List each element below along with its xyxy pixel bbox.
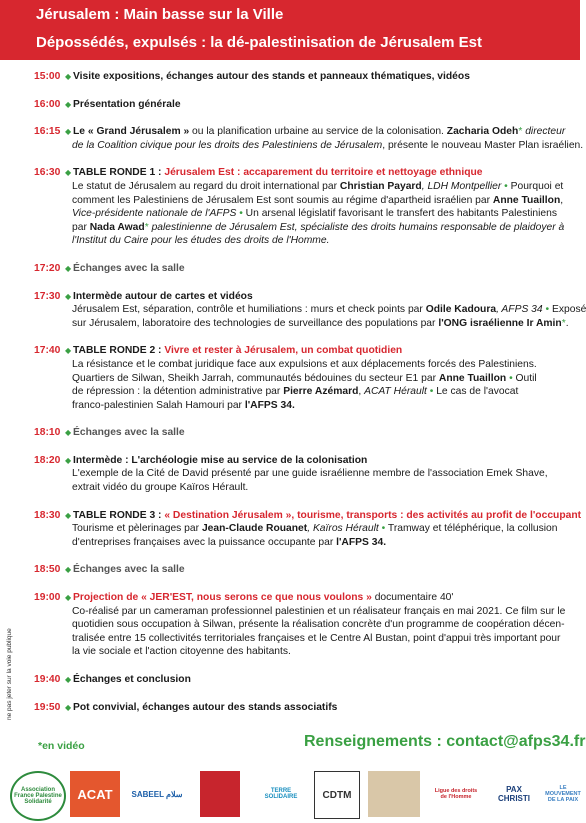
diamond-bullet-icon: ◆ bbox=[65, 702, 72, 712]
diamond-bullet-icon: ◆ bbox=[65, 675, 72, 684]
program-text: Présentation générale bbox=[73, 98, 181, 110]
partner-logos bbox=[0, 753, 580, 823]
program-text: Jérusalem Est, séparation, contrôle et humiliations : murs et check points par bbox=[72, 304, 426, 316]
program-heading bbox=[34, 125, 566, 139]
program-text: « Destination Jérusalem », tourisme, transports : des activités au profit de l'occupant bbox=[164, 509, 582, 521]
program-text: , Kaïros Hérault bbox=[307, 523, 379, 535]
program-time: 18:20 bbox=[34, 454, 61, 466]
program-heading bbox=[34, 701, 550, 715]
program-text: , bbox=[560, 194, 564, 206]
mouvement-paix-logo: LE MOUVEMENT DE LA PAIX bbox=[545, 785, 581, 803]
pax-christi-logo: PAX CHRISTI bbox=[498, 785, 530, 803]
program-text-line bbox=[34, 522, 558, 536]
program-text: Échanges avec la salle bbox=[73, 427, 185, 439]
program-text: Échanges et conclusion bbox=[73, 674, 191, 685]
program-item bbox=[34, 426, 550, 440]
program-heading bbox=[34, 591, 550, 605]
program-item bbox=[34, 262, 550, 276]
afps-logo: Association France Palestine Solidarité bbox=[10, 771, 66, 821]
program-item bbox=[34, 701, 550, 715]
program-heading bbox=[34, 673, 550, 687]
program-text: Anne Tuaillon bbox=[438, 372, 507, 384]
ldh-logo: Ligue des droits de l'Homme bbox=[434, 788, 478, 800]
program-text: documentaire 40' bbox=[371, 592, 454, 604]
program-text: ACAT Hérault bbox=[364, 386, 427, 398]
program-text: de répression : la détention administrative par bbox=[72, 386, 284, 398]
cdtm-logo: CDTM bbox=[314, 771, 360, 819]
program-text: TABLE RONDE 2 : bbox=[73, 345, 165, 357]
program-text: Outil bbox=[515, 372, 537, 384]
program-text: Intermède autour de cartes et vidéos bbox=[73, 290, 253, 302]
acat-logo: ACAT bbox=[70, 771, 120, 817]
program-item bbox=[34, 125, 584, 152]
program-text: • bbox=[378, 523, 388, 535]
program-item bbox=[34, 98, 550, 112]
program-text: • bbox=[426, 386, 437, 398]
program-text: TABLE RONDE 1 : bbox=[73, 167, 165, 179]
program-text-line bbox=[34, 234, 550, 248]
program-text: Nada Awad bbox=[89, 221, 145, 233]
program-text: la vie sociale et l'action citoyenne des habitants. bbox=[72, 646, 291, 658]
program-text: l'Institut du Caire pour les études des droits de l'Homme. bbox=[72, 235, 330, 247]
program-text: Projection de « JER'EST, nous serons ce que nous voulons » bbox=[73, 592, 372, 604]
program-text: Un arsenal législatif favorisant le transfert des habitants Palestiniens bbox=[245, 208, 558, 220]
program-item bbox=[34, 673, 550, 687]
program-text: Échanges avec la salle bbox=[73, 262, 185, 274]
program-time: 17:20 bbox=[34, 262, 61, 274]
program-text: extrait vidéo du groupe Kaïros Hérault. bbox=[72, 482, 249, 494]
program-text: Exposé bbox=[551, 304, 586, 316]
diamond-bullet-icon: ◆ bbox=[65, 127, 72, 137]
salam-logo: SABEEL سلام bbox=[131, 789, 183, 799]
program-heading bbox=[34, 426, 550, 440]
diamond-bullet-icon: ◆ bbox=[65, 263, 72, 273]
program-heading bbox=[34, 563, 550, 577]
program-time: 19:00 bbox=[34, 592, 61, 604]
program-text: par bbox=[72, 221, 90, 233]
diamond-bullet-icon: ◆ bbox=[65, 428, 72, 438]
program-text-line bbox=[34, 194, 564, 208]
program-text: • bbox=[506, 372, 516, 384]
program-time: 19:50 bbox=[34, 701, 61, 713]
diamond-bullet-icon: ◆ bbox=[65, 455, 72, 465]
program-text: Jean-Claude Rouanet bbox=[201, 523, 308, 535]
program-heading bbox=[34, 509, 582, 523]
program-text: * bbox=[518, 126, 523, 138]
program-text: Pot convivial, échanges autour des stands associatifs bbox=[73, 701, 338, 713]
program-text-line bbox=[34, 358, 550, 372]
program-text: • bbox=[501, 180, 511, 192]
program-text-line bbox=[34, 372, 550, 386]
program-time: 19:40 bbox=[34, 674, 61, 685]
program-text: d'entreprises françaises avec la puissance occupante par bbox=[72, 536, 337, 548]
program-time: 16:15 bbox=[34, 126, 61, 138]
program-time: 17:40 bbox=[34, 345, 61, 357]
program-text-line bbox=[34, 481, 550, 495]
program-text: • bbox=[542, 304, 552, 316]
program-heading bbox=[34, 166, 550, 180]
program-text: Quartiers de Silwan, Sheikh Jarrah, communautés bédouines du secteur E1 par bbox=[72, 372, 439, 384]
terre-solidaire-logo: TERRE SOLIDAIRE bbox=[264, 788, 298, 800]
video-footnote: *en vidéo bbox=[38, 740, 85, 752]
program-text: Vivre et rester à Jérusalem, un combat quotidien bbox=[164, 345, 403, 357]
program-text: Anne Tuaillon bbox=[492, 194, 561, 206]
program-item bbox=[34, 509, 582, 550]
program-text: Pourquoi et bbox=[510, 180, 564, 192]
program-heading bbox=[34, 290, 550, 304]
map-logo bbox=[368, 771, 420, 817]
program-text-line bbox=[34, 207, 558, 221]
program-text: Échanges avec la salle bbox=[73, 564, 185, 576]
program-time: 18:50 bbox=[34, 564, 61, 576]
program-text: comment les Palestiniens de Jérusalem Est sont soumis au régime d'apartheid israélien par bbox=[72, 194, 493, 206]
program-text: * bbox=[561, 317, 566, 329]
program-text: de la Coalition civique pour les droits des Palestiniens de Jérusalem bbox=[72, 139, 383, 151]
side-note: ne pas jeter sur la voie publique bbox=[6, 628, 13, 720]
program-heading bbox=[34, 344, 550, 358]
program-text: Odile Kadoura bbox=[425, 304, 497, 316]
program-text: La résistance et le combat juridique face aux expulsions et aux déplacements forcés des Palestiniens. bbox=[72, 358, 537, 370]
program-text: Intermède : L'archéologie mise au service de la colonisation bbox=[73, 454, 368, 466]
program-text-line bbox=[34, 317, 569, 331]
program-time: 16:00 bbox=[34, 98, 61, 110]
program-item bbox=[34, 591, 566, 659]
program-text: Co-réalisé par un cameraman professionnel palestinien et un réalisateur français en mai 2021. Ce film sur le bbox=[72, 605, 566, 617]
program-text: , LDH Montpellier bbox=[421, 180, 502, 192]
program-text-line bbox=[34, 632, 561, 646]
program-text: sur Jérusalem, laboratoire des technologies de surveillance des populations par bbox=[72, 317, 439, 329]
program-text: directeur bbox=[522, 126, 566, 138]
red-logo bbox=[200, 771, 240, 817]
program-time: 16:30 bbox=[34, 167, 61, 179]
diamond-bullet-icon: ◆ bbox=[65, 291, 72, 301]
program-text: Christian Payard bbox=[339, 180, 422, 192]
program-item bbox=[34, 70, 550, 84]
program-text: Tourisme et pèlerinages par bbox=[72, 523, 202, 535]
program-text: Tramway et téléphérique, la collusion bbox=[387, 523, 558, 535]
program-text: Le cas de l'avocat bbox=[436, 386, 519, 398]
program-text: . bbox=[565, 317, 569, 329]
program-text: l'ONG israélienne Ir Amin bbox=[438, 317, 562, 329]
diamond-bullet-icon: ◆ bbox=[65, 593, 72, 603]
program-text: Jérusalem Est : accaparement du territoire et nettoyage ethnique bbox=[164, 167, 483, 179]
program-text: * bbox=[144, 221, 149, 233]
event-title: Jérusalem : Main basse sur la Ville bbox=[36, 6, 284, 23]
program-item bbox=[34, 344, 550, 412]
program-text-line bbox=[34, 399, 550, 413]
program-text-line bbox=[34, 221, 565, 235]
diamond-bullet-icon: ◆ bbox=[65, 168, 72, 178]
program-item bbox=[34, 166, 565, 248]
program-text: franco-palestinien Salah Hamouri par bbox=[72, 399, 245, 411]
diamond-bullet-icon: ◆ bbox=[65, 565, 72, 575]
program-heading bbox=[34, 98, 550, 112]
program-text: TABLE RONDE 3 : bbox=[73, 509, 165, 521]
program-text-line bbox=[34, 467, 550, 481]
event-subtitle: Dépossédés, expulsés : la dé-palestinisation de Jérusalem Est bbox=[36, 34, 483, 51]
program-text: ou la planification urbaine au service de la colonisation. bbox=[189, 126, 447, 138]
program-item bbox=[34, 454, 550, 495]
program-text-line bbox=[34, 605, 566, 619]
diamond-bullet-icon: ◆ bbox=[65, 99, 72, 109]
diamond-bullet-icon: ◆ bbox=[65, 72, 72, 81]
program-text: Vice-présidente nationale de l'AFPS bbox=[72, 208, 237, 220]
program-text: palestinienne de Jérusalem Est, spécialiste des droits humains responsable de plaidoyer à bbox=[148, 221, 565, 233]
contact-line[interactable]: Renseignements : contact@afps34.fr bbox=[304, 733, 586, 750]
program-text: Le statut de Jérusalem au regard du droit international par bbox=[72, 180, 340, 192]
program-heading bbox=[34, 454, 550, 468]
diamond-bullet-icon: ◆ bbox=[65, 510, 72, 520]
program-text-line bbox=[34, 303, 586, 317]
program-item bbox=[34, 290, 586, 331]
program-text-line bbox=[34, 139, 584, 153]
program-text: Le « Grand Jérusalem » bbox=[73, 126, 190, 138]
program-list bbox=[34, 70, 586, 728]
program-text: quotidien sous occupation à Silwan, présente la réalisation concrète d'un programme de coopération décen- bbox=[72, 619, 565, 631]
header-banner bbox=[0, 0, 580, 60]
program-item bbox=[34, 563, 550, 577]
program-text-line bbox=[34, 180, 564, 194]
program-text: , présente le nouveau Master Plan israélien. bbox=[382, 139, 584, 151]
program-text: l'AFPS 34. bbox=[244, 399, 295, 411]
program-text: Pierre Azémard bbox=[283, 386, 359, 398]
diamond-bullet-icon: ◆ bbox=[65, 346, 72, 356]
program-text: Visite expositions, échanges autour des stands et panneaux thématiques, vidéos bbox=[73, 71, 470, 82]
program-heading bbox=[34, 262, 550, 276]
program-time: 18:30 bbox=[34, 509, 61, 521]
program-text: l'AFPS 34. bbox=[336, 536, 387, 548]
program-text-line bbox=[34, 385, 550, 399]
program-text: • bbox=[236, 208, 246, 220]
program-text: , bbox=[358, 386, 365, 398]
program-text-line bbox=[34, 536, 550, 550]
program-text: L'exemple de la Cité de David présenté par une guide israélienne membre de l'association Emek Shave, bbox=[72, 468, 548, 480]
program-text: Zacharia Odeh bbox=[446, 126, 519, 138]
program-heading bbox=[34, 70, 550, 84]
program-time: 15:00 bbox=[34, 71, 61, 82]
program-time: 18:10 bbox=[34, 427, 61, 439]
program-text-line bbox=[34, 645, 550, 659]
program-time: 17:30 bbox=[34, 290, 61, 302]
program-text-line bbox=[34, 618, 565, 632]
program-text: , AFPS 34 bbox=[496, 304, 543, 316]
program-text: tralisée entre 15 collectivités territoriales françaises et le Centre Al Bustan, point d'appui très important pour bbox=[72, 632, 561, 644]
